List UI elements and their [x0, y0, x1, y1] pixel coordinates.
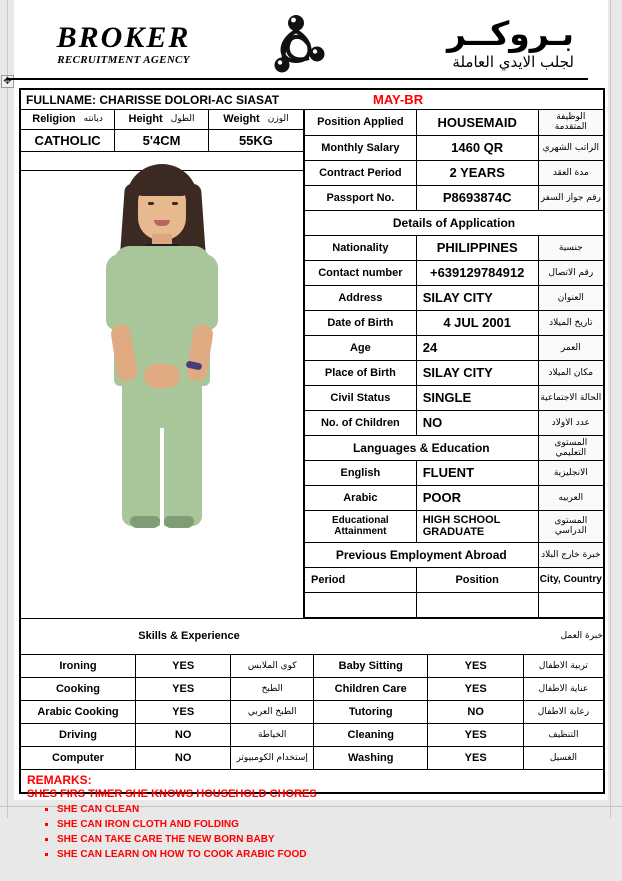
skill-ironing-label: Ironing	[21, 654, 135, 677]
skill-ironing-value: YES	[135, 654, 230, 677]
contract-period-value: 2 YEARS	[416, 160, 538, 185]
date-of-birth-value: 4 JUL 2001	[416, 310, 538, 335]
table-row	[305, 335, 604, 360]
date-of-birth-label: Date of Birth	[305, 310, 417, 335]
table-row	[21, 700, 603, 723]
previous-employment-section-row	[305, 542, 604, 567]
atom-logo-icon	[241, 14, 351, 74]
address-arabic: العنوان	[538, 285, 603, 310]
table-row	[305, 185, 604, 210]
skill-tutoring-value: NO	[428, 700, 523, 723]
skills-experience-title: Skills & Experience	[138, 629, 240, 642]
list-item: ▪ SHE CAN IRON CLOTH AND FOLDING	[57, 817, 597, 832]
bio-strip-table	[21, 110, 303, 171]
right-column	[304, 110, 603, 618]
city-country-value	[538, 592, 603, 617]
languages-section-row	[305, 435, 604, 460]
skill-cleaning-value: YES	[428, 723, 523, 746]
monthly-salary-arabic: الراتب الشهري	[538, 135, 603, 160]
skill-children-care-value: YES	[428, 677, 523, 700]
table-row	[305, 110, 604, 135]
details-section-row	[305, 210, 604, 235]
skill-cooking-value: YES	[135, 677, 230, 700]
age-value: 24	[416, 335, 538, 360]
table-row	[21, 723, 603, 746]
contract-period-arabic: مدة العقد	[538, 160, 603, 185]
english-value: FLUENT	[416, 460, 538, 485]
table-row	[305, 360, 604, 385]
position-applied-arabic: الوظيفة المتقدمة	[538, 110, 603, 135]
no-of-children-value: NO	[416, 410, 538, 435]
age-label: Age	[305, 335, 417, 360]
civil-status-arabic: الحالة الاجتماعية	[538, 385, 603, 410]
address-value: SILAY CITY	[416, 285, 538, 310]
age-arabic: العمر	[538, 335, 603, 360]
passport-no-label: Passport No.	[305, 185, 417, 210]
table-row	[305, 510, 604, 542]
skill-cooking-arabic: الطبخ	[231, 677, 314, 700]
skill-arabic-cooking-value: YES	[135, 700, 230, 723]
brand-subtitle-arabic: لجلب الايدي العاملة	[452, 52, 574, 71]
table-row	[305, 592, 604, 617]
civil-status-label: Civil Status	[305, 385, 417, 410]
arabic-arabic: العربيه	[538, 485, 603, 510]
table-row	[305, 410, 604, 435]
skill-computer-value: NO	[135, 746, 230, 769]
contact-number-value: +639129784912	[416, 260, 538, 285]
bio-header-row	[21, 110, 303, 129]
skill-cleaning-arabic: التنظيف	[523, 723, 603, 746]
previous-employment-title-arabic: خبرة خارج البلاد	[538, 542, 603, 567]
position-applied-label: Position Applied	[305, 110, 417, 135]
passport-no-value: P8693874C	[416, 185, 538, 210]
skill-ironing-arabic: كوي الملابس	[231, 654, 314, 677]
fullname-bar	[21, 90, 603, 110]
weight-header-cell	[208, 110, 303, 129]
fullname-text: FULLNAME: CHARISSE DOLORI-AC SIASAT	[26, 92, 280, 107]
bio-value-row	[21, 129, 303, 151]
height-label-arabic: الطول	[170, 114, 195, 125]
letterhead	[6, 10, 588, 80]
arabic-value: POOR	[416, 485, 538, 510]
date-of-birth-arabic: تاريخ الميلاد	[538, 310, 603, 335]
list-item: ▪ SHE CAN LEARN ON HOW TO COOK ARABIC FOOD	[57, 847, 597, 862]
monthly-salary-value: 1460 QR	[416, 135, 538, 160]
skill-cooking-label: Cooking	[21, 677, 135, 700]
educational-attainment-value: HIGH SCHOOL GRADUATE	[416, 510, 538, 542]
move-handle-icon[interactable]: ✥	[1, 75, 14, 88]
english-label: English	[305, 460, 417, 485]
list-item: ▪ SHE CAN TAKE CARE THE NEW BORN BABY	[57, 832, 597, 847]
religion-label-arabic: ديانته	[83, 114, 103, 125]
skills-section-header	[21, 618, 603, 654]
skill-baby-sitting-arabic: تربية الاطفال	[523, 654, 603, 677]
skill-children-care-arabic: عناية الاطفال	[523, 677, 603, 700]
languages-education-title-arabic: المستوى التعليمي	[538, 435, 603, 460]
educational-attainment-arabic: المستوى الدراسي	[538, 510, 603, 542]
weight-label-arabic: الوزن	[267, 114, 289, 125]
contract-period-label: Contract Period	[305, 160, 417, 185]
height-label: Height	[128, 113, 163, 126]
religion-header-cell	[21, 110, 115, 129]
monthly-salary-label: Monthly Salary	[305, 135, 417, 160]
position-applied-value: HOUSEMAID	[416, 110, 538, 135]
table-row	[21, 677, 603, 700]
skill-computer-label: Computer	[21, 746, 135, 769]
religion-value: CATHOLIC	[21, 129, 115, 151]
remarks-title: REMARKS:	[27, 773, 92, 787]
skill-washing-arabic: الغسيل	[523, 746, 603, 769]
brand-arabic	[351, 14, 588, 71]
left-column	[21, 110, 304, 618]
skills-experience-title-arabic: خبرة العمل	[560, 631, 603, 641]
table-row	[305, 285, 604, 310]
table-row	[305, 235, 604, 260]
place-of-birth-label: Place of Birth	[305, 360, 417, 385]
remarks-lead: SHES FIRS TIMER SHE KNOWS HOUSEHOLD CHORES	[27, 788, 317, 800]
nationality-arabic: جنسية	[538, 235, 603, 260]
remarks-list	[27, 802, 597, 862]
nationality-label: Nationality	[305, 235, 417, 260]
table-row	[305, 260, 604, 285]
reference-code: MAY-BR	[373, 92, 424, 107]
skill-driving-value: NO	[135, 723, 230, 746]
applicant-bio-data-form	[19, 88, 605, 860]
skill-tutoring-label: Tutoring	[314, 700, 428, 723]
skill-baby-sitting-label: Baby Sitting	[314, 654, 428, 677]
skill-computer-arabic: إستخدام الكومبيوتر	[231, 746, 314, 769]
period-value	[305, 592, 417, 617]
height-value: 5'4CM	[115, 129, 209, 151]
period-column-header: Period	[305, 567, 417, 592]
skill-washing-value: YES	[428, 746, 523, 769]
skill-baby-sitting-value: YES	[428, 654, 523, 677]
skill-driving-arabic: الخياطة	[231, 723, 314, 746]
table-row	[21, 654, 603, 677]
table-row	[305, 485, 604, 510]
weight-value: 55KG	[208, 129, 303, 151]
brand-latin	[6, 22, 241, 67]
applicant-photo-figure	[82, 158, 242, 530]
brand-subtitle: RECRUITMENT AGENCY	[57, 54, 190, 67]
skill-arabic-cooking-arabic: الطبخ العربي	[231, 700, 314, 723]
remarks-section	[21, 769, 603, 881]
contact-number-label: Contact number	[305, 260, 417, 285]
nationality-value: PHILIPPINES	[416, 235, 538, 260]
table-row	[305, 385, 604, 410]
form-body	[21, 110, 603, 618]
place-of-birth-arabic: مكان الميلاد	[538, 360, 603, 385]
religion-label: Religion	[32, 113, 76, 126]
skill-tutoring-arabic: رعاية الاطفال	[523, 700, 603, 723]
civil-status-value: SINGLE	[416, 385, 538, 410]
page-left-ruler	[7, 0, 8, 818]
no-of-children-arabic: عدد الاولاد	[538, 410, 603, 435]
position-value	[416, 592, 538, 617]
skill-driving-label: Driving	[21, 723, 135, 746]
skill-cleaning-label: Cleaning	[314, 723, 428, 746]
list-item: ▪ SHE CAN CLEAN	[57, 802, 597, 817]
table-row	[305, 460, 604, 485]
english-arabic: الانجليزية	[538, 460, 603, 485]
table-row	[305, 310, 604, 335]
skills-table	[21, 654, 603, 770]
page-right-ruler	[610, 0, 611, 818]
previous-employment-title: Previous Employment Abroad	[305, 542, 539, 567]
brand-name: BROKER	[56, 20, 191, 54]
previous-employment-header-row	[305, 567, 604, 592]
place-of-birth-value: SILAY CITY	[416, 360, 538, 385]
contact-number-arabic: رقم الاتصال	[538, 260, 603, 285]
address-label: Address	[305, 285, 417, 310]
languages-education-title: Languages & Education	[305, 435, 539, 460]
details-of-application-title: Details of Application	[305, 210, 604, 235]
weight-label: Weight	[223, 113, 260, 126]
table-row	[21, 746, 603, 769]
table-row	[305, 160, 604, 185]
photo-row	[21, 151, 303, 170]
no-of-children-label: No. of Children	[305, 410, 417, 435]
position-column-header: Position	[416, 567, 538, 592]
educational-attainment-label: Educational Attainment	[305, 510, 417, 542]
brand-name-arabic: بـروكــر	[447, 14, 574, 54]
city-country-column-header: City, Country	[538, 567, 603, 592]
passport-no-arabic: رقم جواز السفر	[538, 185, 603, 210]
skill-washing-label: Washing	[314, 746, 428, 769]
skill-arabic-cooking-label: Arabic Cooking	[21, 700, 135, 723]
height-header-cell	[115, 110, 209, 129]
arabic-label: Arabic	[305, 485, 417, 510]
applicant-photo	[21, 151, 303, 170]
application-details-table	[304, 110, 603, 618]
table-row	[305, 135, 604, 160]
skill-children-care-label: Children Care	[314, 677, 428, 700]
